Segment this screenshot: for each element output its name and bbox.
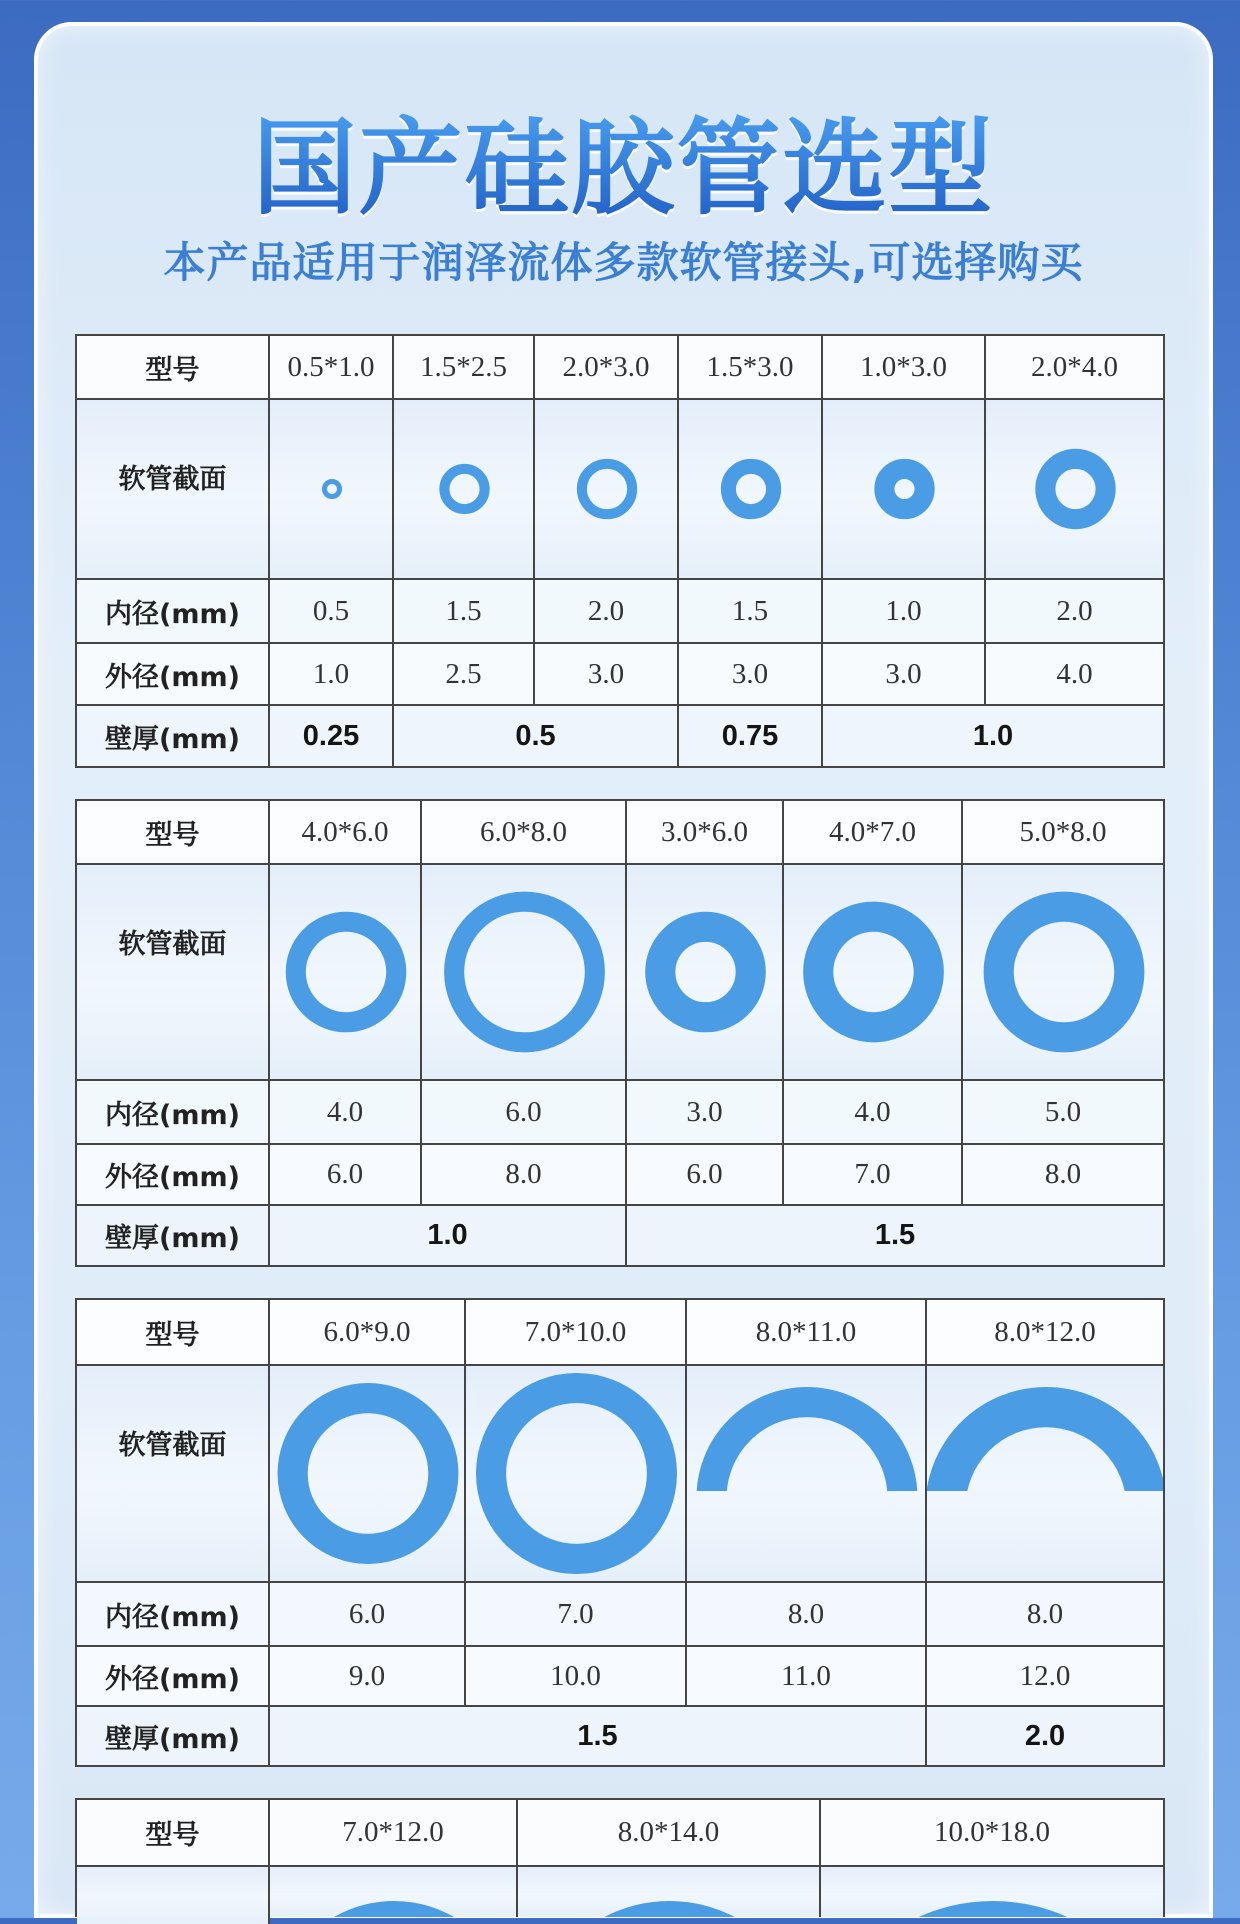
tube-cross-section-icon <box>821 1867 1163 1917</box>
tube-cross-section-icon <box>270 400 392 579</box>
inner-diameter-value: 0.5 <box>312 594 350 627</box>
outer-diameter-cell <box>270 1647 466 1707</box>
model-value: 4.0*7.0 <box>829 815 916 848</box>
model-label: 型号 <box>145 819 200 851</box>
cross-section-label: 软管截面 <box>118 464 227 495</box>
inner-diameter-cell <box>270 1583 466 1647</box>
outer-diameter-value: 3.0 <box>587 657 625 690</box>
model-cell <box>535 336 679 400</box>
row-label-wall <box>77 706 270 768</box>
model-cell <box>821 1800 1165 1867</box>
model-cell <box>518 1800 821 1867</box>
model-cell <box>627 801 784 865</box>
tube-cross-section-icon <box>823 400 984 579</box>
tube-cross-section-icon <box>270 865 420 1080</box>
cross-section-cell <box>422 865 627 1081</box>
tube-ring <box>1045 459 1105 519</box>
outer-diameter-value: 1.0 <box>312 657 350 690</box>
model-value: 0.5*1.0 <box>287 350 375 383</box>
cross-section-cell <box>270 1867 518 1917</box>
outer-diameter-cell <box>270 1145 422 1206</box>
cross-section-cell <box>687 1366 927 1583</box>
row-label-section <box>77 1366 270 1583</box>
inner-diameter-cell <box>270 1081 422 1145</box>
wall-thickness-cell <box>270 706 394 768</box>
tube-ring <box>712 1402 903 1582</box>
tube-cross-section-icon <box>270 1867 516 1917</box>
model-cell <box>270 1800 518 1867</box>
model-value: 4.0*6.0 <box>301 815 389 848</box>
outer-diameter-value: 2.5 <box>445 657 482 690</box>
outer-diameter-label: 外径(mm) <box>105 661 240 693</box>
tube-cross-section-icon <box>986 400 1163 579</box>
cross-section-cell <box>270 400 394 580</box>
row-label-model <box>77 1800 270 1867</box>
model-cell <box>784 801 963 865</box>
model-value: 1.0*3.0 <box>860 350 947 383</box>
outer-diameter-cell <box>422 1145 627 1206</box>
wall-thickness-cell <box>679 706 823 768</box>
model-value: 6.0*9.0 <box>323 1315 411 1348</box>
outer-diameter-value: 7.0 <box>854 1158 891 1190</box>
outer-diameter-value: 11.0 <box>781 1659 831 1692</box>
wall-thickness-value: 1.0 <box>972 719 1014 752</box>
inner-diameter-value: 2.0 <box>1056 594 1093 627</box>
tube-ring <box>296 922 397 1023</box>
model-value: 1.5*3.0 <box>706 350 794 383</box>
cross-section-cell <box>270 1366 466 1583</box>
model-value: 2.0*3.0 <box>562 350 650 383</box>
model-cell <box>270 336 394 400</box>
spec-table-1 <box>75 334 1165 768</box>
model-value: 2.0*4.0 <box>1031 350 1118 383</box>
tube-cross-section-icon <box>927 1366 1163 1582</box>
outer-diameter-value: 4.0 <box>1056 657 1093 690</box>
cross-section-cell <box>394 400 535 580</box>
tube-cross-section-icon <box>518 1867 819 1917</box>
row-label-inner <box>77 1583 270 1647</box>
inner-diameter-cell <box>927 1583 1165 1647</box>
outer-diameter-cell <box>466 1647 687 1707</box>
cross-section-cell <box>466 1366 687 1583</box>
inner-diameter-value: 1.5 <box>445 594 482 627</box>
wall-thickness-label: 壁厚(mm) <box>105 723 240 755</box>
tube-ring <box>454 902 595 1043</box>
model-cell <box>466 1300 687 1366</box>
tube-ring <box>728 466 773 511</box>
tube-ring <box>946 1407 1147 1582</box>
inner-diameter-cell <box>627 1081 784 1145</box>
row-label-inner <box>77 1081 270 1145</box>
wall-thickness-value: 0.5 <box>515 719 556 752</box>
model-cell <box>270 1300 466 1366</box>
tube-cross-section-icon <box>394 400 533 579</box>
model-label: 型号 <box>145 1820 200 1851</box>
model-label: 型号 <box>145 354 200 386</box>
wall-thickness-cell <box>927 1707 1165 1767</box>
outer-diameter-value: 10.0 <box>550 1659 601 1692</box>
tube-cross-section-icon <box>422 865 625 1080</box>
tube-cross-section-icon <box>679 400 821 579</box>
outer-diameter-cell <box>627 1145 784 1206</box>
cross-section-cell <box>823 400 986 580</box>
cross-section-cell <box>963 865 1165 1081</box>
inner-diameter-label: 内径(mm) <box>105 1099 240 1131</box>
row-label-outer <box>77 644 270 706</box>
model-value: 7.0*12.0 <box>342 1816 444 1848</box>
tube-ring <box>884 469 924 509</box>
wall-thickness-cell <box>394 706 679 768</box>
tube-ring <box>324 481 339 496</box>
cross-section-cell <box>270 865 422 1081</box>
inner-diameter-value: 1.5 <box>731 594 769 627</box>
outer-diameter-label: 外径(mm) <box>105 1162 240 1193</box>
wall-thickness-cell <box>823 706 1165 768</box>
tube-cross-section-icon <box>963 865 1163 1080</box>
row-label-inner <box>77 580 270 644</box>
tube-cross-section-icon <box>270 1366 464 1582</box>
outer-diameter-label: 外径(mm) <box>105 1663 240 1695</box>
row-label-model <box>77 1300 270 1366</box>
model-cell <box>394 336 535 400</box>
outer-diameter-cell <box>986 644 1165 706</box>
outer-diameter-cell <box>823 644 986 706</box>
wall-thickness-value: 1.5 <box>874 1219 916 1251</box>
model-cell <box>270 801 422 865</box>
model-cell <box>687 1300 927 1366</box>
row-label-section <box>77 1867 270 1924</box>
inner-diameter-cell <box>679 580 823 644</box>
wall-thickness-value: 0.75 <box>721 719 779 752</box>
page-subtitle: 本产品适用于润泽流体多款软管接头,可选择购买 <box>163 238 1084 287</box>
outer-diameter-value: 12.0 <box>1019 1659 1071 1692</box>
cross-section-cell <box>627 865 784 1081</box>
inner-diameter-value: 7.0 <box>557 1597 594 1630</box>
outer-diameter-value: 9.0 <box>348 1659 386 1692</box>
outer-diameter-cell <box>535 644 679 706</box>
cross-section-label: 软管截面 <box>118 929 227 960</box>
wall-thickness-value: 2.0 <box>1024 1719 1066 1752</box>
model-label: 型号 <box>145 1319 200 1351</box>
wall-thickness-label: 壁厚(mm) <box>105 1723 240 1755</box>
inner-diameter-value: 8.0 <box>787 1597 825 1630</box>
inner-diameter-value: 4.0 <box>326 1095 364 1128</box>
wall-thickness-cell <box>270 1707 927 1767</box>
wall-thickness-value: 0.25 <box>302 719 360 752</box>
inner-diameter-cell <box>466 1583 687 1647</box>
row-label-model <box>77 801 270 865</box>
tube-ring <box>444 469 484 509</box>
outer-diameter-cell <box>784 1145 963 1206</box>
model-cell <box>963 801 1165 865</box>
inner-diameter-label: 内径(mm) <box>105 598 240 630</box>
row-label-outer <box>77 1145 270 1206</box>
model-value: 6.0*8.0 <box>480 815 567 848</box>
cross-section-cell <box>784 865 963 1081</box>
tube-cross-section-icon <box>466 1366 685 1582</box>
inner-diameter-value: 5.0 <box>1044 1095 1082 1128</box>
spec-table-4 <box>75 1798 1165 1917</box>
spec-table-2 <box>75 799 1165 1267</box>
tube-ring <box>491 1388 662 1559</box>
tube-ring <box>660 927 750 1017</box>
row-label-section <box>77 865 270 1081</box>
inner-diameter-value: 6.0 <box>505 1095 542 1128</box>
row-label-outer <box>77 1647 270 1707</box>
wall-thickness-cell <box>270 1206 627 1267</box>
inner-diameter-cell <box>823 580 986 644</box>
tube-ring <box>818 917 929 1028</box>
outer-diameter-cell <box>963 1145 1165 1206</box>
row-label-model <box>77 336 270 400</box>
model-value: 7.0*10.0 <box>524 1315 627 1348</box>
wall-thickness-cell <box>627 1206 1165 1267</box>
inner-diameter-cell <box>535 580 679 644</box>
tube-ring <box>999 907 1130 1038</box>
inner-diameter-value: 2.0 <box>587 594 625 627</box>
tube-ring <box>582 464 632 514</box>
tube-cross-section-icon <box>784 865 961 1080</box>
tube-ring <box>293 1398 444 1549</box>
cross-section-cell <box>986 400 1165 580</box>
cross-section-cell <box>535 400 679 580</box>
wall-thickness-value: 1.5 <box>577 1719 618 1752</box>
tube-cross-section-icon <box>687 1366 925 1582</box>
outer-diameter-value: 3.0 <box>885 657 922 690</box>
outer-diameter-cell <box>927 1647 1165 1707</box>
model-value: 8.0*12.0 <box>994 1315 1096 1348</box>
outer-diameter-cell <box>687 1647 927 1707</box>
wall-thickness-value: 1.0 <box>427 1219 468 1251</box>
outer-diameter-cell <box>270 644 394 706</box>
model-cell <box>422 801 627 865</box>
model-value: 5.0*8.0 <box>1019 815 1107 848</box>
model-value: 10.0*18.0 <box>934 1816 1050 1848</box>
row-label-section <box>77 400 270 580</box>
tube-cross-section-icon <box>627 865 782 1080</box>
inner-diameter-label: 内径(mm) <box>105 1601 240 1633</box>
cross-section-cell <box>679 400 823 580</box>
cross-section-cell <box>821 1867 1165 1917</box>
page-title: 国产硅胶管选型 <box>34 106 1213 230</box>
row-label-wall <box>77 1206 270 1267</box>
outer-diameter-value: 8.0 <box>1044 1158 1082 1190</box>
inner-diameter-value: 8.0 <box>1026 1597 1064 1630</box>
model-value: 8.0*11.0 <box>755 1315 857 1348</box>
wall-thickness-label: 壁厚(mm) <box>105 1223 240 1254</box>
inner-diameter-cell <box>963 1081 1165 1145</box>
cross-section-cell <box>927 1366 1165 1583</box>
model-value: 8.0*14.0 <box>617 1816 720 1848</box>
outer-diameter-value: 8.0 <box>505 1158 542 1190</box>
cross-section-label: 软管截面 <box>118 1430 227 1461</box>
inner-diameter-cell <box>394 580 535 644</box>
inner-diameter-cell <box>986 580 1165 644</box>
model-cell <box>927 1300 1165 1366</box>
inner-diameter-value: 6.0 <box>348 1597 386 1630</box>
model-value: 3.0*6.0 <box>661 815 748 848</box>
model-value: 1.5*2.5 <box>420 350 507 383</box>
cross-section-cell <box>518 1867 821 1917</box>
inner-diameter-value: 4.0 <box>854 1095 891 1128</box>
inner-diameter-value: 1.0 <box>885 594 922 627</box>
inner-diameter-cell <box>422 1081 627 1145</box>
inner-diameter-value: 3.0 <box>686 1095 723 1128</box>
model-cell <box>986 336 1165 400</box>
inner-diameter-cell <box>784 1081 963 1145</box>
inner-diameter-cell <box>270 580 394 644</box>
outer-diameter-cell <box>394 644 535 706</box>
outer-diameter-value: 6.0 <box>686 1158 723 1190</box>
outer-diameter-value: 6.0 <box>326 1158 364 1190</box>
outer-diameter-cell <box>679 644 823 706</box>
spec-table-3 <box>75 1298 1165 1767</box>
inner-diameter-cell <box>687 1583 927 1647</box>
row-label-wall <box>77 1707 270 1767</box>
tube-cross-section-icon <box>535 400 677 579</box>
model-cell <box>823 336 986 400</box>
outer-diameter-value: 3.0 <box>731 657 769 690</box>
model-cell <box>679 336 823 400</box>
